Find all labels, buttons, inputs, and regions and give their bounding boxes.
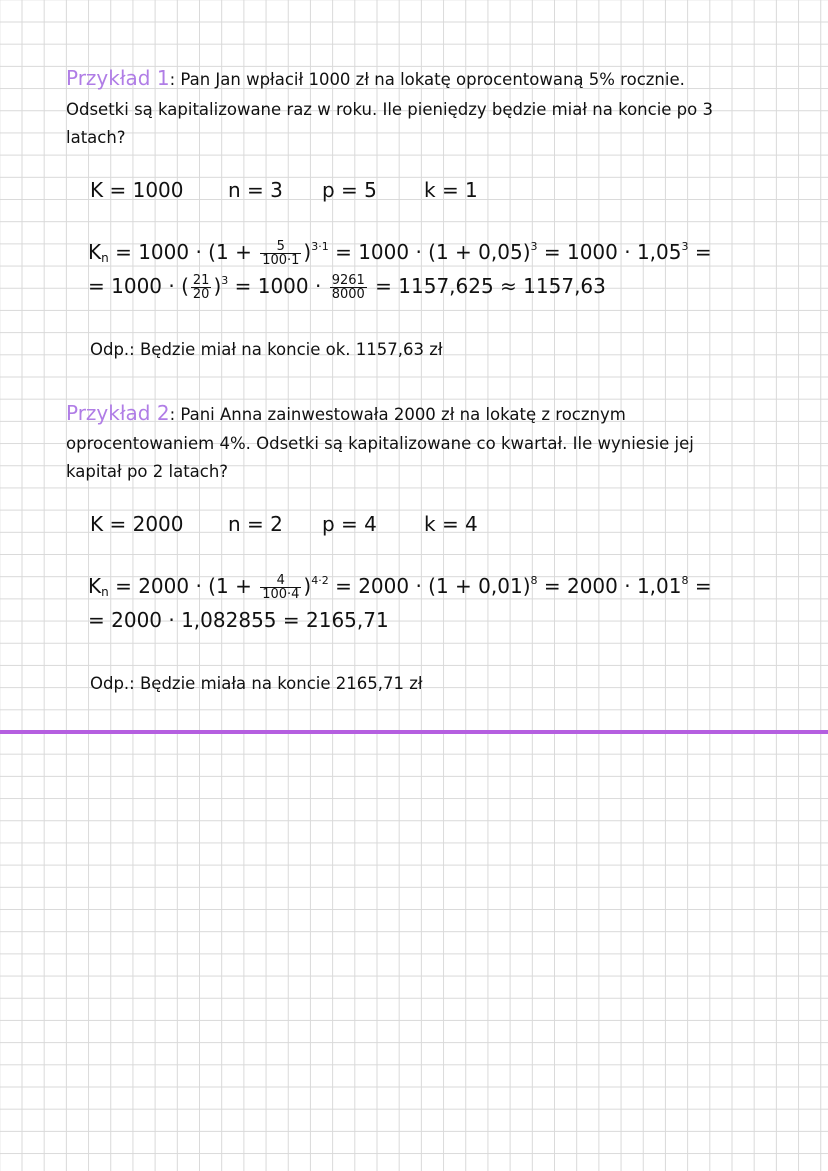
example1-var-k: k = 1 xyxy=(424,178,478,202)
formula-part: = 1000 · ( xyxy=(88,274,189,298)
example2-answer: Odp.: Będzie miała na koncie 2165,71 zł xyxy=(90,674,423,693)
formula-part: = 1000 · xyxy=(228,274,328,298)
example1-question-line1 xyxy=(66,64,685,94)
formula-part: = xyxy=(688,240,712,264)
formula-part: ) xyxy=(213,274,222,298)
example2-question-line1 xyxy=(66,399,626,429)
fraction-numerator: 5 xyxy=(276,239,285,254)
example1-title: Przykład 1 xyxy=(66,66,170,90)
fraction xyxy=(330,274,367,301)
kn-subscript: n xyxy=(101,585,109,599)
example1-answer: Odp.: Będzie miał na koncie ok. 1157,63 zł xyxy=(90,340,443,359)
example1-question-text: : Pan Jan wpłacił 1000 zł na lokatę oprocentowaną 5% rocznie. xyxy=(169,70,685,89)
fraction xyxy=(260,574,301,601)
example1-question-line2: Odsetki są kapitalizowane raz w roku. Ile pieniędzy będzie miał na koncie po 3 xyxy=(66,100,713,119)
formula-part: = 2000 · 1,01 xyxy=(537,574,682,598)
exponent: 8 xyxy=(530,574,538,587)
kn-symbol: K xyxy=(88,240,102,264)
example1-formula-line1 xyxy=(88,240,712,267)
example2-title: Przykład 2 xyxy=(66,401,170,425)
example1-var-n: n = 3 xyxy=(228,178,283,202)
formula-part: = 2000 · (1 + xyxy=(108,574,259,598)
example2-question-line3: kapitał po 2 latach? xyxy=(66,462,229,481)
example2-formula-line1 xyxy=(88,574,712,601)
formula-part: = 1000 · (1 + xyxy=(108,240,259,264)
example1-var-K: K = 1000 xyxy=(90,178,184,202)
example2-question-text: : Pani Anna zainwestowała 2000 zł na lokatę z rocznym xyxy=(169,405,626,424)
fraction-denominator: 100·4 xyxy=(262,587,300,602)
fraction-numerator: 4 xyxy=(276,573,285,588)
example1-formula-line2 xyxy=(88,274,606,301)
example2-var-k: k = 4 xyxy=(424,512,478,536)
formula-part: = 1157,625 ≈ 1157,63 xyxy=(368,274,606,298)
formula-part: = 1000 · (1 + 0,05) xyxy=(328,240,531,264)
formula-part: = 2000 · (1 + 0,01) xyxy=(328,574,531,598)
fraction-denominator: 20 xyxy=(192,287,210,302)
exponent: 3 xyxy=(221,274,229,287)
exponent: 4·2 xyxy=(311,574,329,587)
fraction xyxy=(260,240,301,267)
example1-var-p: p = 5 xyxy=(322,178,377,202)
example2-var-p: p = 4 xyxy=(322,512,377,536)
kn-subscript: n xyxy=(101,251,109,265)
example2-var-K: K = 2000 xyxy=(90,512,184,536)
exponent: 3·1 xyxy=(311,240,329,253)
kn-symbol: K xyxy=(88,574,102,598)
fraction xyxy=(191,274,212,301)
formula-part: = xyxy=(688,574,712,598)
fraction-numerator: 21 xyxy=(192,273,210,288)
exponent: 3 xyxy=(681,240,689,253)
fraction-numerator: 9261 xyxy=(331,273,365,288)
example2-var-n: n = 2 xyxy=(228,512,283,536)
exponent: 3 xyxy=(530,240,538,253)
example2-formula-line2: = 2000 · 1,082855 = 2165,71 xyxy=(88,608,389,632)
formula-part: ) xyxy=(303,574,312,598)
fraction-denominator: 100·1 xyxy=(262,253,300,268)
example1-question-line3: latach? xyxy=(66,128,126,147)
formula-part: = 1000 · 1,05 xyxy=(537,240,682,264)
example2-question-line2: oprocentowaniem 4%. Odsetki są kapitalizowane co kwartał. Ile wyniesie jej xyxy=(66,434,694,453)
formula-part: ) xyxy=(303,240,312,264)
section-divider xyxy=(0,730,828,734)
fraction-denominator: 8000 xyxy=(331,287,365,302)
exponent: 8 xyxy=(681,574,689,587)
